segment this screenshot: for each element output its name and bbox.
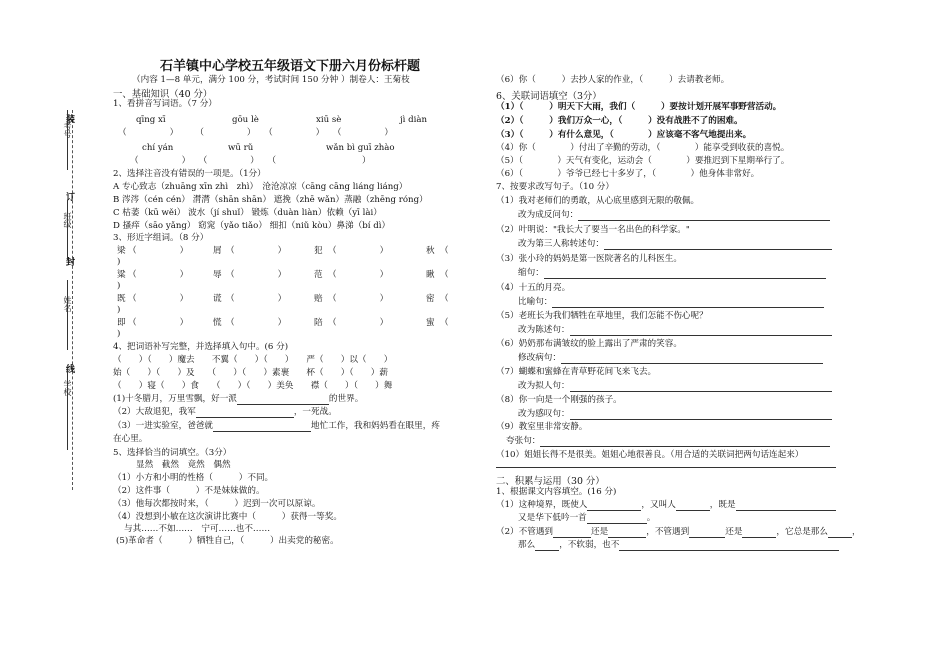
q3-blank[interactable]: （ ）: [128, 270, 189, 280]
q5-item[interactable]: （2）这件事（ ）不是妹妹做的。: [113, 486, 265, 496]
margin-label-class: 班级: [63, 212, 72, 228]
q7-prompt: 7、按要求改写句子。（10 分）: [496, 182, 614, 192]
answer-line[interactable]: [540, 437, 830, 447]
q3-char: 犯: [314, 246, 323, 256]
answer-line[interactable]: [561, 354, 823, 364]
q3-char: 屑: [213, 246, 222, 256]
q3-char: 蜜: [426, 318, 435, 328]
answer-blanks[interactable]: （ ） （ ） （ ） （ ）: [118, 128, 393, 138]
q3-blank[interactable]: （ ）: [226, 270, 287, 280]
answer-blanks[interactable]: （ ） （ ） （ ）: [130, 156, 371, 166]
q5-words: 显然 截然 竟然 偶然: [136, 460, 231, 470]
fill-blank[interactable]: [742, 528, 776, 538]
q3-char: 慌: [213, 318, 222, 328]
q6-item[interactable]: （3）（ ）有什么意见，（ ）应该毫不客气地提出来。: [496, 130, 752, 140]
q5-item[interactable]: （4）没想到小敏在这次演讲比赛中（ ）获得一等奖。: [113, 512, 342, 522]
q3-char: 范: [314, 270, 323, 280]
q3-char: 辱: [213, 270, 222, 280]
q3-char: 秋: [426, 246, 435, 256]
q3-char: 即: [117, 318, 126, 328]
q3-blank[interactable]: （ ）: [128, 294, 189, 304]
q3-blank[interactable]: （ ）: [328, 270, 389, 280]
section2-heading: 二、积累与运用（30 分）: [496, 476, 605, 487]
q3-char: 赔: [314, 294, 323, 304]
fill-line: [67, 200, 68, 260]
fill-line: [67, 280, 68, 350]
fill-blank[interactable]: [676, 501, 710, 511]
q7-sentence: （4）十五的月亮。: [496, 283, 571, 293]
margin-label-school: 学校: [63, 380, 72, 396]
q7-task: 修改病句：: [518, 353, 823, 364]
q3-char: 既: [117, 294, 126, 304]
q7-sentence: （1）我对老师们的勇敢，从心底里感到无限的敬佩。: [496, 196, 700, 206]
pinyin: qīng xī: [136, 115, 166, 125]
q6-prompt: 6、关联词语填空（3分）: [496, 91, 602, 102]
q2-option[interactable]: D 搔痒（sāo yǎng） 窈窕（yǎo tiǎo） 细扣（niǔ kòu）鼻涕（bí dì）: [113, 221, 391, 231]
fill-blank[interactable]: [553, 528, 591, 538]
fill-blank[interactable]: [608, 528, 646, 538]
q7-sentence: （7）蝴蝶和蜜蜂在青草野花间飞来飞去。: [496, 367, 657, 377]
q4-sentence-1: (1)十冬腊月，万里雪飘，好一派 的世界。: [113, 394, 364, 404]
q7-task: 改为感叹句：: [518, 409, 832, 420]
q3-close: ): [117, 281, 121, 291]
q3-char: 谎: [213, 294, 222, 304]
margin-mark: 订: [66, 193, 76, 203]
q1-prompt: 1、看拼音写词语。（7 分）: [113, 99, 217, 109]
pinyin: chí yán: [142, 143, 174, 153]
q3-blank[interactable]: （ ）: [128, 318, 189, 328]
q7-sentence: （8）你一向是一个刚强的孩子。: [496, 395, 622, 405]
fill-line: [67, 110, 68, 170]
pinyin: xiū sè: [316, 115, 342, 125]
pinyin: jì diàn: [400, 115, 428, 125]
fill-line: [67, 370, 68, 450]
q2-option[interactable]: A 专心致志（zhuāng xīn zhì zhì） 沧沧凉凉（cāng cāng liáng liáng）: [113, 182, 408, 192]
fill-blank[interactable]: [587, 501, 641, 511]
q7-task: 改为第三人称转述句：: [518, 239, 832, 250]
q3-close: ): [117, 305, 121, 315]
q7-task: 缩句：: [518, 268, 826, 279]
q3-blank[interactable]: （ ）: [328, 246, 389, 256]
q5-pairs: 与其……不如…… 宁可……也不……: [124, 524, 271, 534]
q2-option[interactable]: C 枯萎（kū wěi） 波水（jí shuǐ） 锻炼（duàn liàn）依赖（yī lài）: [113, 208, 382, 218]
q3-char: 密: [426, 294, 435, 304]
fill-blank[interactable]: [587, 514, 647, 524]
fill-blank[interactable]: [196, 408, 294, 418]
q7-task: 改为成反问句：: [518, 210, 830, 221]
q6-item[interactable]: （1）（ ）明天下大雨，我们（ ）要按计划开展军事野营活动。: [496, 102, 782, 112]
q5-prompt: 5、选择恰当的词填空。（3分）: [113, 448, 232, 458]
margin-label-exam-number: 考号: [63, 122, 72, 138]
q3-close: ): [117, 257, 121, 267]
q3-char: 梁: [117, 246, 126, 256]
q4-sentence-3: （3）一进实验室，爸爸就 地忙工作，我和妈妈看在眼里，疼: [113, 421, 440, 431]
section1-heading: 一、基础知识（40 分）: [113, 89, 213, 100]
q7-task: 改为陈述句：: [518, 325, 832, 336]
q7-task: 比喻句：: [518, 297, 824, 308]
q6-item[interactable]: （4）你（ ）付出了辛勤的劳动，（ ）能享受到收获的喜悦。: [496, 143, 790, 153]
q5-item[interactable]: （3）他每次都按时来，（ ）迟到一次可以原谅。: [113, 499, 321, 509]
q6-carry-over[interactable]: （6）你（ ）去抄人家的作业，（ ）去请教老师。: [496, 75, 730, 85]
fill-blank[interactable]: [535, 541, 559, 551]
margin-mark: 线: [66, 365, 76, 375]
fill-blank[interactable]: [736, 501, 836, 511]
q6-item[interactable]: （5）（ ）天气有变化，运动会（ ）要推迟到下星期举行了。: [496, 156, 790, 166]
q3-paren: （: [440, 246, 449, 256]
page-title: 石羊镇中心学校五年级语文下册六月份标杆题: [160, 59, 421, 74]
answer-line[interactable]: [570, 410, 832, 420]
s2-q1-line1-cont: 又是华下低吟一首 。: [518, 513, 656, 523]
q7-task: 改为拟人句：: [518, 381, 832, 392]
s2-q1-line2-cont: 那么 ，不软弱，也不: [518, 540, 839, 551]
fill-blank[interactable]: [213, 422, 311, 432]
exam-info: （内容 1—8 单元，满分 100 分，考试时间 150 分钟 ）制卷人：王菊枝: [132, 75, 410, 85]
pinyin: gōu lè: [232, 115, 259, 125]
answer-line[interactable]: [496, 467, 836, 468]
q7-sentence: （9）教室里非常安静。: [496, 422, 588, 432]
s2-q1-prompt: 1、根据课文内容填空。(16 分): [496, 487, 617, 497]
fill-blank[interactable]: [619, 541, 839, 551]
q3-close: ): [117, 329, 121, 339]
q4-row[interactable]: （ ）（ ）魔去 不翼（ ）（ ） 严（ ）以（ ）: [113, 355, 393, 365]
answer-line[interactable]: [552, 298, 824, 308]
q3-blank[interactable]: （ ）: [128, 246, 189, 256]
margin-label-name: 姓名: [63, 296, 72, 312]
margin-mark: 封: [66, 258, 76, 268]
q7-sentence: （3）张小玲的妈妈是第一医院著名的儿科医生。: [496, 254, 682, 264]
q2-option[interactable]: B 涔涔（cén cén） 潸潸（shān shān） 遮挽（zhē wǎn）蒸融（zhēng róng）: [113, 195, 428, 205]
q6-item[interactable]: （2）（ ）我们万众一心，（ ）没有战胜不了的困难。: [496, 116, 743, 126]
pinyin: wū rǔ: [228, 143, 254, 153]
q3-char: 陪: [314, 318, 323, 328]
q7-sentence: （5）老班长为我们牺牲在草地里，我们怎能不伤心呢？: [496, 311, 708, 321]
q3-blank[interactable]: （ ）: [328, 294, 389, 304]
fill-blank[interactable]: [237, 395, 329, 405]
answer-line[interactable]: [544, 269, 826, 279]
q7-sentence: （6）奶奶那布满皱纹的脸上露出了严肃的笑容。: [496, 339, 682, 349]
answer-line[interactable]: [570, 382, 832, 392]
q4-row[interactable]: （ ）寝（ ）食 （ ）（ ）美奂 襟（ ）（ ）舞: [113, 381, 393, 391]
q7-item-10: （10）姐姐长得不是很美。姐姐心地很善良。（用合适的关联词把两句话连起来）: [496, 450, 804, 460]
fill-blank[interactable]: [828, 528, 852, 538]
q3-char: 粱: [117, 270, 126, 280]
q5-item[interactable]: (5)革命者（ ）牺牲自己，（ ）出卖党的秘密。: [116, 536, 339, 546]
q3-char: 瞅: [426, 270, 435, 280]
q3-prompt: 3、形近字组词。（8 分）: [113, 233, 209, 243]
q4-sentence-3-cont: 在心里。: [113, 434, 148, 444]
q3-paren: （: [440, 294, 449, 304]
q6-item[interactable]: （6）（ ）爷爷已经七十多岁了，（ ）他身体非常好。: [496, 169, 760, 179]
q3-blank[interactable]: （ ）: [226, 318, 287, 328]
margin-mark: 装: [66, 115, 76, 125]
q7-sentence: （2）叶明说："我长大了要当一名出色的科学家。": [496, 225, 690, 235]
answer-line[interactable]: [570, 326, 832, 336]
answer-line[interactable]: [604, 240, 832, 250]
q2-prompt: 2、选择注音没有错误的一项是。（1分）: [113, 169, 266, 179]
q3-blank[interactable]: （ ）: [226, 246, 287, 256]
q5-item[interactable]: （1）小方和小明的性格（ ）不同。: [113, 473, 274, 483]
s2-q1-line2: （2）不管遇到 还是 ，不管遇到 还是 ，它总是那么 ，: [496, 527, 861, 537]
q3-blank[interactable]: （ ）: [328, 318, 389, 328]
q3-paren: （: [440, 318, 449, 328]
q4-prompt: 4、把词语补写完整，并选择填入句中。(6 分): [113, 342, 289, 352]
s2-q1-line1: （1）这种境界，既使人 ，又叫人 ，既是: [496, 500, 836, 511]
q3-blank[interactable]: （ ）: [226, 294, 287, 304]
answer-line[interactable]: [578, 211, 830, 221]
q7-task: 夸张句：: [506, 436, 830, 447]
fill-blank[interactable]: [689, 528, 725, 538]
q4-sentence-2: （2）大敌退犯，我军 ，一死战。: [113, 407, 337, 417]
pinyin: wǎn bì guī zhào: [326, 143, 395, 153]
q4-row[interactable]: 始（ ）（ ）及 （ ）（ ）素裹 杯（ ）（ ）薪: [113, 368, 388, 378]
q3-paren: （: [440, 270, 449, 280]
